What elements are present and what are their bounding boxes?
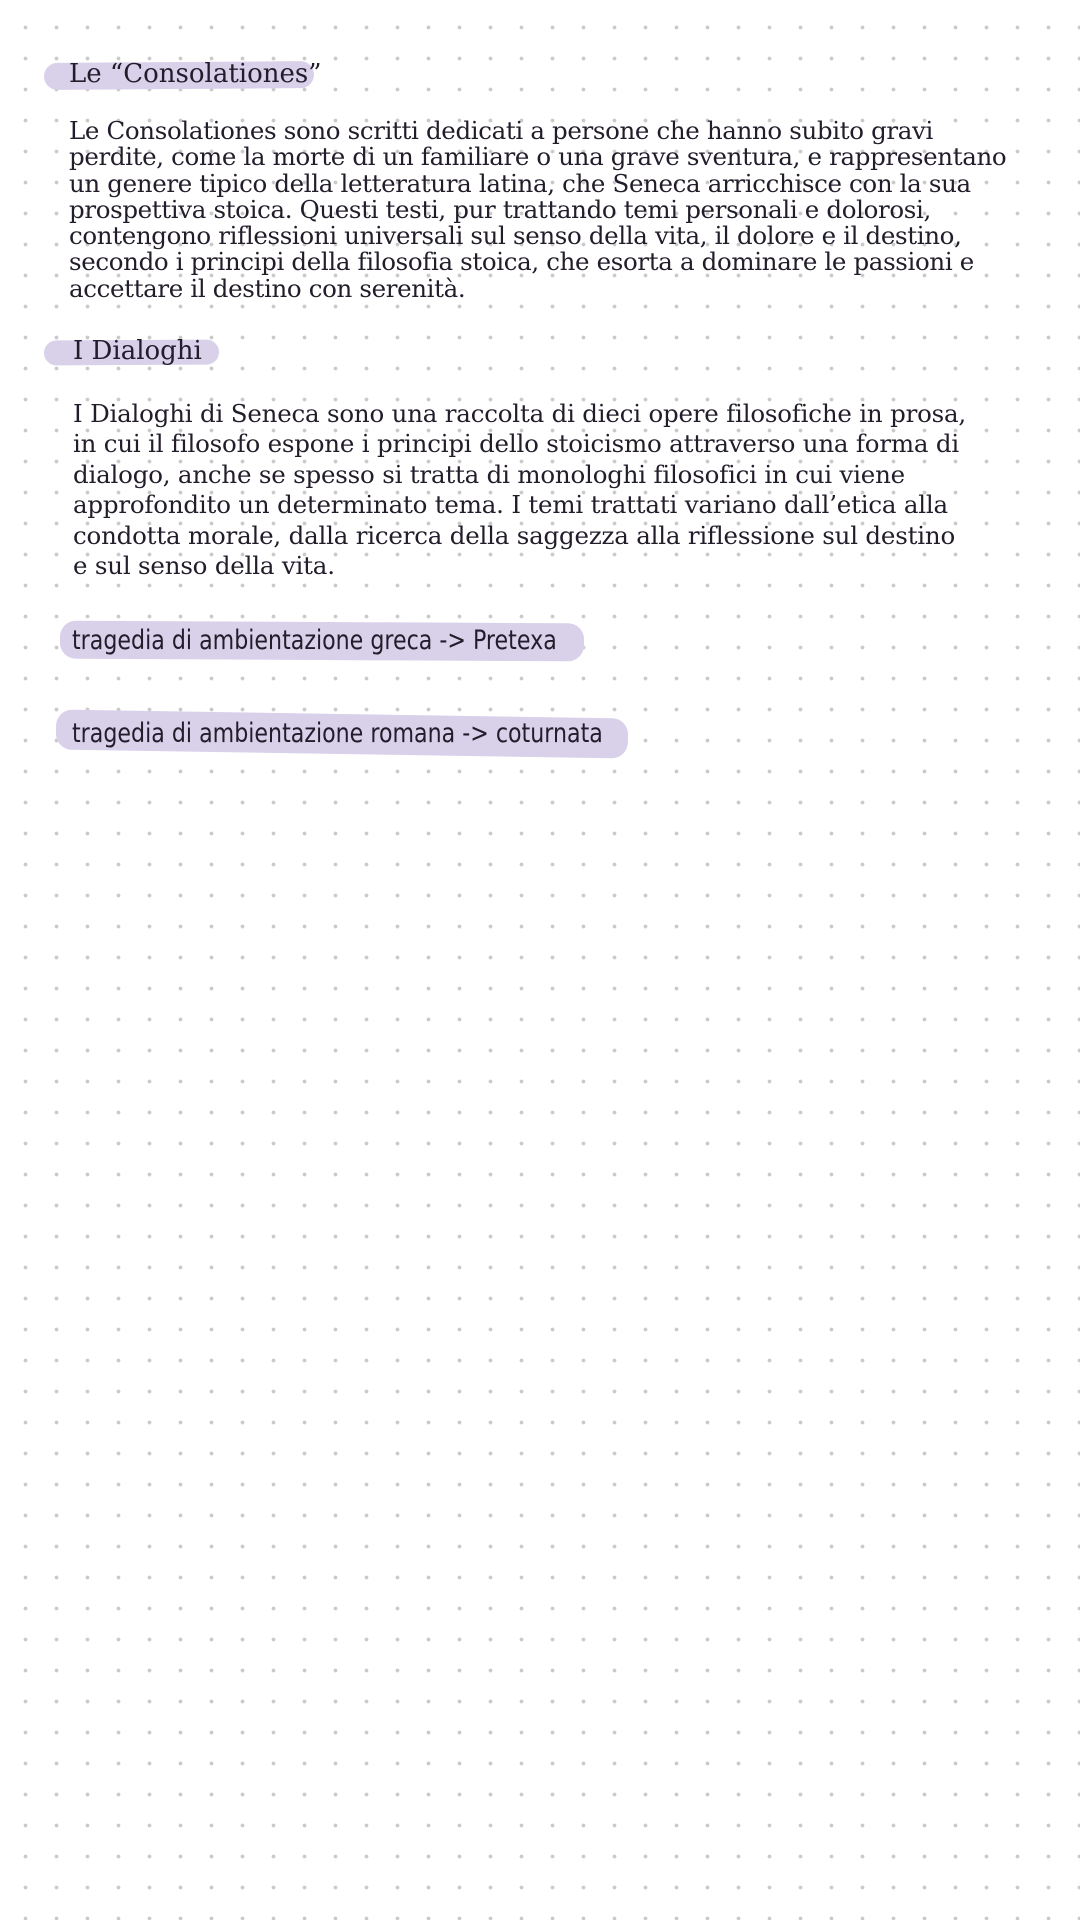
section-body-consolationes: Le Consolationes sono scritti dedicati a persone che hanno subito gravi perdite, come la morte di un familiare o una grave sventura, e rappresentano un genere tipico della letteratura latina, che Seneca arricchisce con la sua prospettiva stoica. Questi testi, pur trattando temi personali e dolorosi, contengono riflessioni universali sul senso della vita, il dolore e il destino, secondo i principi della filosofia stoica, che esorta a dominare le passioni e accettare il destino con serenità. xyxy=(69,116,1007,303)
note-tragedia-romana: tragedia di ambientazione romana -> coturnata xyxy=(72,718,603,749)
section-body-dialoghi: I Dialoghi di Seneca sono una raccolta di dieci opere filosofiche in prosa, in cui il filosofo espone i principi dello stoicismo attraverso una forma di dialogo, anche se spesso si tratta di monologhi filosofici in cui viene approfondito un determinato tema. I temi trattati variano dall’etica alla condotta morale, dalla ricerca della saggezza alla riflessione sul destino e sul senso della vita. xyxy=(73,399,967,581)
note-tragedia-greca: tragedia di ambientazione greca -> Pretexa xyxy=(72,625,557,656)
section-heading-dialoghi: I Dialoghi xyxy=(73,336,202,366)
section-heading-consolationes: Le “Consolationes” xyxy=(69,59,322,89)
